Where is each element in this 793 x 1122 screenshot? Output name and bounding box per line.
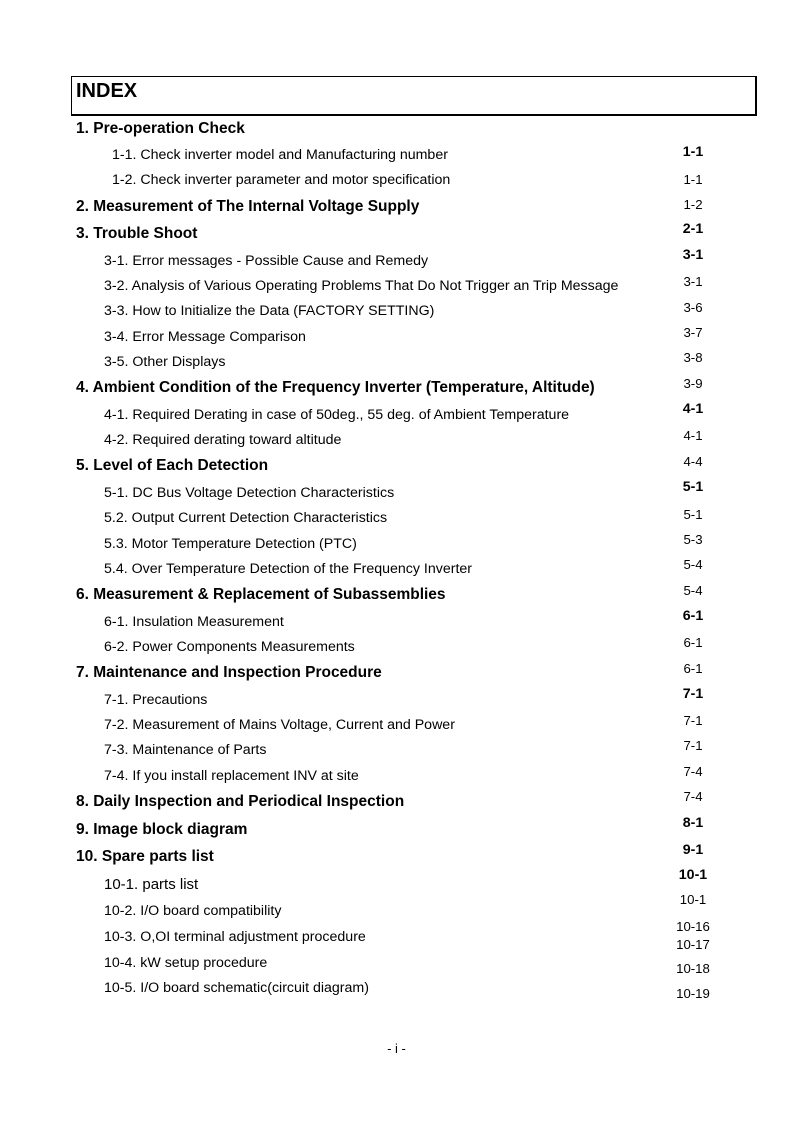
toc-entry: 10-5. I/O board schematic(circuit diagram) bbox=[104, 980, 369, 996]
toc-entry: 5.2. Output Current Detection Characteristics bbox=[104, 510, 388, 526]
toc-heading: 2. Measurement of The Internal Voltage Supply bbox=[76, 198, 420, 215]
toc-heading: 7. Maintenance and Inspection Procedure bbox=[76, 664, 382, 681]
page-number: 2-1 bbox=[682, 221, 704, 237]
toc-entry: 3-5. Other Displays bbox=[104, 354, 226, 370]
page-footer: - i - bbox=[387, 1041, 406, 1056]
toc-heading: 4. Ambient Condition of the Frequency Inverter (Temperature, Altitude) bbox=[76, 379, 595, 396]
toc-entry: 3-4. Error Message Comparison bbox=[104, 329, 306, 345]
page-number: 3-9 bbox=[683, 376, 703, 391]
page-number: 6-1 bbox=[682, 608, 704, 624]
page-number: 7-1 bbox=[683, 738, 703, 753]
toc-heading: 8. Daily Inspection and Periodical Inspection bbox=[76, 793, 405, 810]
index-title: INDEX bbox=[76, 80, 138, 102]
page-number: 1-1 bbox=[682, 144, 704, 160]
page-number: 3-7 bbox=[683, 325, 703, 340]
page-number: 7-1 bbox=[683, 713, 703, 728]
toc-entry: 3-1. Error messages - Possible Cause and Remedy bbox=[104, 253, 429, 269]
page-number: 3-8 bbox=[683, 350, 703, 365]
page-number: 3-1 bbox=[682, 247, 704, 263]
page-number: 5-4 bbox=[683, 557, 703, 572]
toc-entry: 10-3. O,OI terminal adjustment procedure bbox=[104, 929, 366, 945]
page-number: 5-3 bbox=[683, 532, 703, 547]
toc-entry: 5-1. DC Bus Voltage Detection Characteristics bbox=[104, 485, 395, 501]
toc-entry: 7-3. Maintenance of Parts bbox=[104, 742, 267, 758]
toc-entry: 10-1. parts list bbox=[104, 876, 199, 893]
toc-entry: 4-1. Required Derating in case of 50deg., 55 deg. of Ambient Temperature bbox=[104, 407, 570, 423]
toc-heading: 3. Trouble Shoot bbox=[76, 225, 198, 242]
page-number: 10-1 bbox=[679, 892, 707, 907]
toc-entry: 7-1. Precautions bbox=[104, 692, 208, 708]
toc-entry: 10-4. kW setup procedure bbox=[104, 955, 268, 971]
page-number: 4-4 bbox=[683, 454, 703, 469]
toc-entry: 10-2. I/O board compatibility bbox=[104, 903, 282, 919]
page-number: 9-1 bbox=[682, 842, 704, 858]
page-number: 4-1 bbox=[682, 401, 704, 417]
toc-entry: 6-2. Power Components Measurements bbox=[104, 639, 355, 655]
page-number: 7-4 bbox=[683, 789, 703, 804]
page-number: 7-4 bbox=[683, 764, 703, 779]
page-number: 5-1 bbox=[683, 507, 703, 522]
toc-heading: 6. Measurement & Replacement of Subassemblies bbox=[76, 586, 446, 603]
page-number: 10-18 bbox=[676, 961, 710, 976]
page-number: 10-17 bbox=[676, 937, 710, 952]
toc-entry: 1-2. Check inverter parameter and motor specification bbox=[112, 172, 451, 188]
toc-entry: 4-2. Required derating toward altitude bbox=[104, 432, 342, 448]
page-number: 6-1 bbox=[683, 661, 703, 676]
toc-heading: 9. Image block diagram bbox=[76, 821, 248, 838]
page-number: 8-1 bbox=[682, 815, 704, 831]
page-number: 7-1 bbox=[682, 686, 704, 702]
page-number: 3-1 bbox=[683, 274, 703, 289]
page-number: 1-1 bbox=[683, 172, 703, 187]
toc-heading: 1. Pre-operation Check bbox=[76, 120, 245, 137]
toc-entry: 5.4. Over Temperature Detection of the Frequency Inverter bbox=[104, 561, 473, 577]
toc-entry: 5.3. Motor Temperature Detection (PTC) bbox=[104, 536, 357, 552]
page-number: 5-1 bbox=[682, 479, 704, 495]
page-number: 10-19 bbox=[676, 986, 710, 1001]
toc-entry: 6-1. Insulation Measurement bbox=[104, 614, 284, 630]
page-number: 3-6 bbox=[683, 300, 703, 315]
index-title-box bbox=[71, 76, 757, 116]
toc-entry: 3-2. Analysis of Various Operating Problems That Do Not Trigger an Trip Message bbox=[104, 278, 619, 294]
toc-entry: 7-4. If you install replacement INV at site bbox=[104, 768, 359, 784]
page-number: 6-1 bbox=[683, 635, 703, 650]
toc-heading: 5. Level of Each Detection bbox=[76, 457, 269, 474]
page-number: 10-1 bbox=[678, 867, 708, 883]
toc-entry: 3-3. How to Initialize the Data (FACTORY SETTING) bbox=[104, 303, 435, 319]
toc-heading: 10. Spare parts list bbox=[76, 848, 214, 865]
toc-entry: 1-1. Check inverter model and Manufacturing number bbox=[112, 147, 448, 163]
page-number: 1-2 bbox=[683, 197, 703, 212]
page-number: 5-4 bbox=[683, 583, 703, 598]
page-number: 10-16 bbox=[676, 919, 710, 934]
toc-entry: 7-2. Measurement of Mains Voltage, Current and Power bbox=[104, 717, 455, 733]
page-number: 4-1 bbox=[683, 428, 703, 443]
